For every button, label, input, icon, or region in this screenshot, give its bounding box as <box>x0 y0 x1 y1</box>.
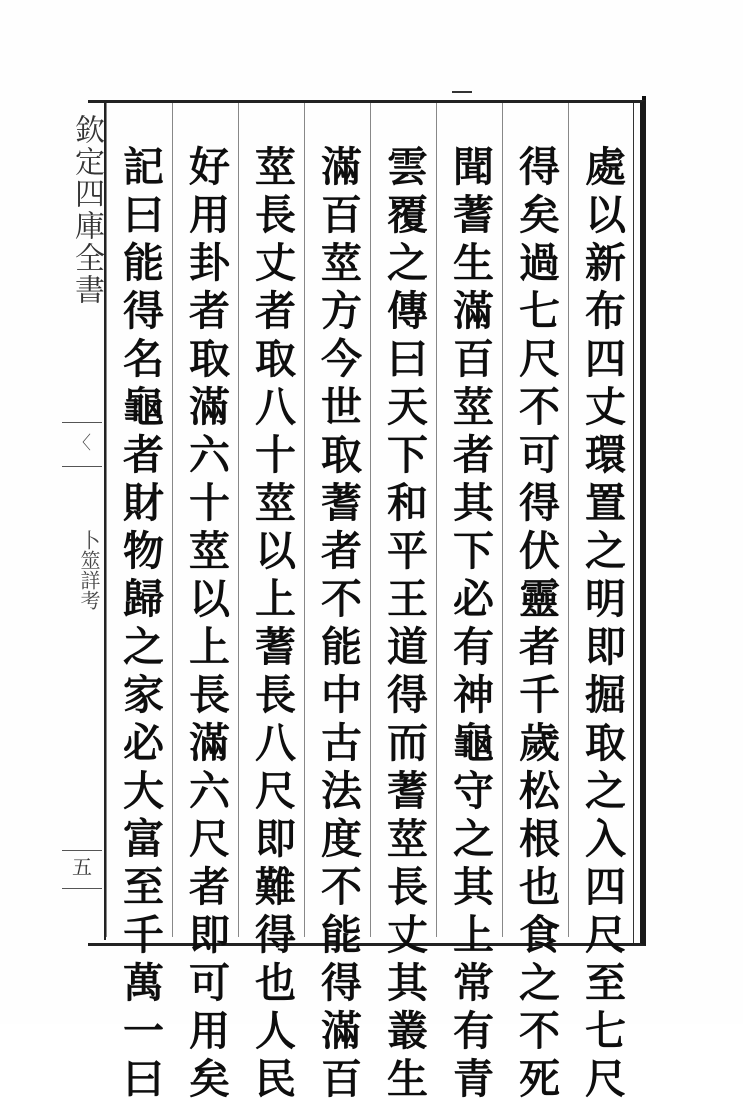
text-column-7 <box>172 103 239 1105</box>
column-text-8: 記曰能得名龜者財物歸之家必大富至千萬一曰 <box>116 145 164 1105</box>
column-text-2: 得矣過七尺不可得伏靈者千歲松根也食之不死 <box>512 145 560 1105</box>
column-text-6: 莖長丈者取八十莖以上蓍長八尺即難得也人民 <box>248 145 296 1105</box>
column-text-4: 雲覆之傳曰天下和平王道得而蓍莖長丈其叢生 <box>380 145 428 1105</box>
column-text-7: 好用卦者取滿六十莖以上長滿六尺者即可用矣 <box>182 145 230 1105</box>
column-text-5: 滿百莖方今世取蓍者不能中古法度不能得滿百 <box>314 145 362 1105</box>
margin-page-number: 五 <box>72 855 92 879</box>
text-columns <box>104 103 634 1105</box>
margin-book-title: 欽定四庫全書 <box>69 114 104 306</box>
top-tick-mark <box>452 91 472 93</box>
text-column-8 <box>106 103 173 1105</box>
text-column-5 <box>304 103 371 1105</box>
text-column-4 <box>370 103 437 1105</box>
text-column-6 <box>238 103 305 1105</box>
column-text-3: 聞蓍生滿百莖者其下必有神龜守之其上常有青 <box>446 145 494 1105</box>
margin-section-title: 卜筮詳考 <box>77 530 101 610</box>
column-text-1: 處以新布四丈環置之明即掘取之入四尺至七尺 <box>578 145 626 1105</box>
text-column-1 <box>568 103 635 1105</box>
text-column-2 <box>502 103 569 1105</box>
text-column-3 <box>436 103 503 1105</box>
fish-tail-icon: 〈 <box>73 433 91 454</box>
